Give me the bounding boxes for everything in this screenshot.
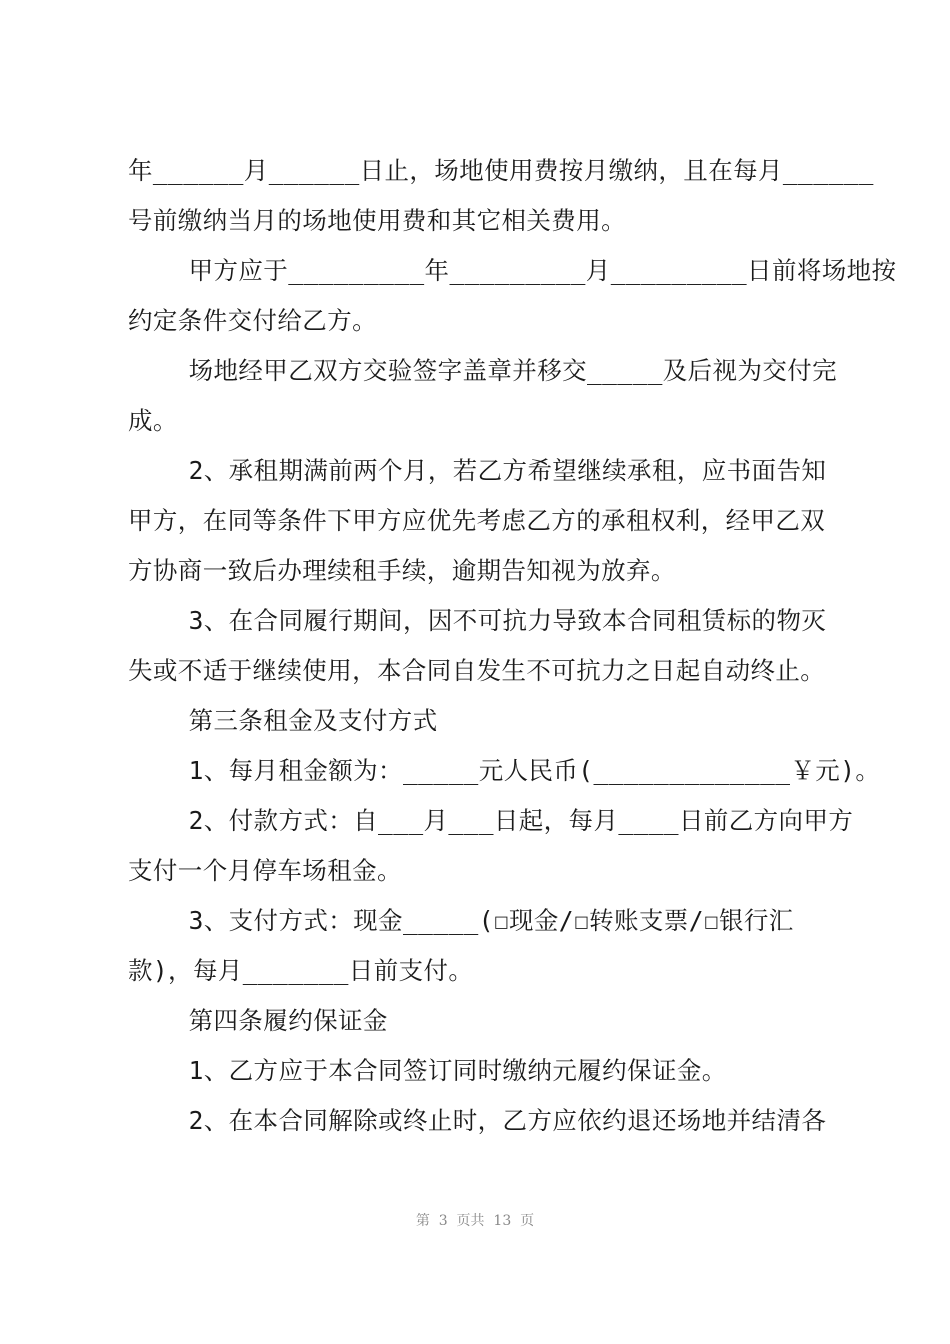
- text-line: 场地经甲乙双方交验签字盖章并移交_____及后视为交付完: [128, 356, 838, 385]
- text-line: 2、在本合同解除或终止时，乙方应依约退还场地并结清各: [128, 1106, 827, 1135]
- text-line: 号前缴纳当月的场地使用费和其它相关费用。: [128, 206, 626, 235]
- text-line: 3、支付方式：现金_____(☐现金/☐转账支票/☐银行汇: [128, 906, 794, 935]
- text-line: 1、乙方应于本合同签订同时缴纳元履约保证金。: [128, 1056, 727, 1085]
- text-line: 约定条件交付给乙方。: [128, 306, 377, 335]
- text-line: 甲方应于_________年_________月_________日前将场地按: [128, 256, 897, 285]
- text-line: 支付一个月停车场租金。: [128, 856, 402, 885]
- text-line: 3、在合同履行期间，因不可抗力导致本合同租赁标的物灭: [128, 606, 827, 635]
- page-number-footer: 第 3 页共 13 页: [415, 1213, 535, 1229]
- text-line: 甲方，在同等条件下甲方应优先考虑乙方的承租权利，经甲乙双: [128, 506, 826, 535]
- text-line: 失或不适于继续使用，本合同自发生不可抗力之日起自动终止。: [128, 656, 826, 685]
- text-line: 款)，每月_______日前支付。: [128, 956, 474, 985]
- contract-body: [128, 146, 897, 1146]
- text-line: 成。: [128, 406, 178, 435]
- text-line: 方协商一致后办理续租手续，逾期告知视为放弃。: [128, 556, 676, 585]
- text-line: 1、每月租金额为：_____元人民币(_____________￥元)。: [128, 756, 881, 785]
- text-line: 年______月______日止，场地使用费按月缴纳，且在每月______: [128, 156, 874, 185]
- text-line: 2、付款方式：自___月___日起，每月____日前乙方向甲方: [128, 806, 854, 835]
- text-line: 2、承租期满前两个月，若乙方希望继续承租，应书面告知: [128, 456, 827, 485]
- section-heading: 第三条租金及支付方式: [128, 706, 438, 735]
- section-heading: 第四条履约保证金: [128, 1006, 388, 1035]
